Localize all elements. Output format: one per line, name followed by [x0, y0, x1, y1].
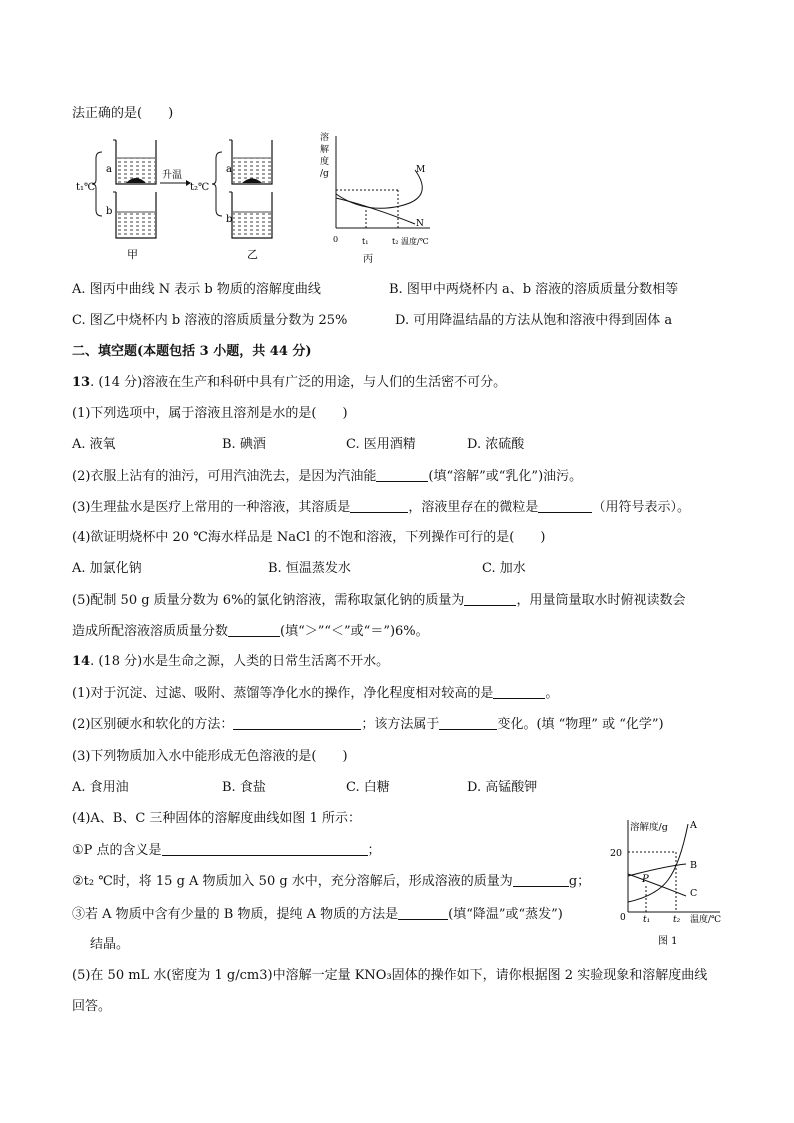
- q13-p2-blank[interactable]: [376, 468, 428, 482]
- q14-part2: [72, 716, 664, 733]
- q14-p2-text-c: 变化。(填 “物理” 或 “化学”): [497, 717, 664, 732]
- q13-stem-text: . (14 分)溶液在生产和科研中具有广泛的用途，与人们的生活密不可分。: [90, 375, 507, 390]
- q13-p3-text-a: (3)生理盐水是医疗上常用的一种溶液，其溶质是: [72, 500, 351, 515]
- q13-p5-text-b: ，用量筒量取水时俯视读数会: [516, 593, 686, 608]
- fig1-b-label: B: [690, 860, 697, 871]
- jia-caption: 甲: [127, 248, 138, 261]
- q13-part5-line2: [72, 623, 429, 640]
- yi-beaker-a: [229, 140, 272, 184]
- figure-bing: [320, 131, 430, 265]
- q12-option-d[interactable]: D. 可用降温结晶的方法从饱和溶液中得到固体 a: [395, 313, 673, 328]
- bing-curve-m: [336, 170, 422, 208]
- q12-option-c[interactable]: C. 图乙中烧杯内 b 溶液的溶质质量分数为 25%: [72, 313, 348, 328]
- fig1-ylabel: 溶解度/g: [630, 822, 668, 833]
- yi-b-label: b: [226, 214, 233, 225]
- q14-p1-blank[interactable]: [493, 685, 545, 699]
- q14-p4-2-blank[interactable]: [513, 873, 569, 887]
- fig1-a-label: A: [690, 820, 697, 831]
- fig1-curve-a: [628, 824, 688, 902]
- q12-option-b[interactable]: B. 图甲中两烧杯内 a、b 溶液的溶质质量分数相等: [389, 282, 679, 297]
- q14-p4-1-blank[interactable]: [162, 842, 368, 856]
- bing-curve-n: [336, 198, 415, 224]
- fig1-origin: 0: [620, 913, 626, 923]
- fig1-xlabel: 温度/℃: [690, 915, 722, 925]
- q14-figure-1: [606, 816, 734, 950]
- q13-number: 13: [72, 375, 91, 390]
- q14-p4-1-text-b: ；: [367, 843, 381, 858]
- q13-part5-line1: [72, 592, 685, 609]
- fig1-curve-b: [628, 864, 686, 876]
- q13-p4-option-c[interactable]: C. 加水: [482, 561, 526, 576]
- q14-p4-2-text-a: ②t₂ ℃时，将 15 g A 物质加入 50 g 水中，充分溶解后，形成溶液的质量为: [72, 874, 513, 889]
- section-title: 二、填空题(本题包括 3 小题，共 44 分): [72, 344, 312, 359]
- q14-p3-option-c[interactable]: C. 白糖: [346, 780, 390, 795]
- q13-p1-option-c[interactable]: C. 医用酒精: [346, 437, 416, 452]
- q12-figure: [70, 128, 450, 268]
- jia-t1-label: t₁℃: [76, 182, 96, 193]
- q13-p5-text-c: 造成所配溶液溶质质量分数: [72, 624, 229, 639]
- q14-number: 14: [72, 654, 91, 669]
- q14-part5-line1: (5)在 50 mL 水(密度为 1 g/cm3)中溶解一定量 KNO₃固体的操作如下，请你根据图 2 实验现象和溶解度曲线: [72, 968, 708, 983]
- q13-p4-option-a[interactable]: A. 加氯化钠: [72, 561, 142, 576]
- q14-part1: [72, 685, 558, 702]
- bing-t1-label: t₁: [362, 237, 369, 246]
- fig1-y20: 20: [610, 848, 623, 859]
- q14-p2-blank-2[interactable]: [439, 716, 497, 730]
- q13-part4: (4)欲证明烧杯中 20 ℃海水样品是 NaCl 的不饱和溶液，下列操作可行的是( ): [72, 530, 546, 545]
- yi-caption: 乙: [247, 248, 258, 261]
- q14-p2-text-b: ；该方法属于: [361, 717, 440, 732]
- bing-xlabel: 温度/℃: [401, 237, 429, 246]
- bing-ylabel-2: 解: [320, 145, 330, 155]
- q14-p2-blank-1[interactable]: [233, 716, 361, 730]
- q14-part5-line2: 回答。: [72, 999, 112, 1014]
- q13-p1-option-b[interactable]: B. 碘酒: [222, 437, 266, 452]
- q13-p5-text-d: (填“＞”“＜”或“＝”)6%。: [280, 624, 429, 639]
- yi-t2-label: t₂℃: [190, 182, 210, 193]
- q13-p4-option-b[interactable]: B. 恒温蒸发水: [268, 561, 351, 576]
- q12-stem-tail: 法正确的是( ): [72, 106, 174, 121]
- fig1-p-label: P: [642, 874, 649, 885]
- q14-p3-option-a[interactable]: A. 食用油: [72, 780, 129, 795]
- q14-part3: (3)下列物质加入水中能形成无色溶液的是( ): [72, 749, 348, 764]
- fig1-curve-c: [628, 874, 686, 896]
- q13-p2-text-a: (2)衣服上沾有的油污，可用汽油洗去，是因为汽油能: [72, 469, 377, 484]
- q14-part4-3-cont: 结晶。: [90, 937, 130, 952]
- q14-p1-text-a: (1)对于沉淀、过滤、吸附、蒸馏等净化水的操作，净化程度相对较高的是: [72, 686, 494, 701]
- q12-option-a[interactable]: A. 图丙中曲线 N 表示 b 物质的溶解度曲线: [72, 282, 321, 297]
- bing-ylabel-4: /g: [320, 169, 329, 179]
- figure-yi: [190, 140, 272, 261]
- q14-p4-3-blank[interactable]: [398, 906, 448, 920]
- fig1-t1: t₁: [643, 915, 651, 925]
- q13-p3-text-b: ，溶液里存在的微粒是: [408, 500, 539, 515]
- q14-part4: (4)A、B、C 三种固体的溶解度曲线如图 1 所示：: [72, 811, 361, 826]
- bing-m-label: M: [416, 165, 426, 175]
- jia-beaker-a: [113, 140, 156, 184]
- figure-jia: [76, 140, 156, 261]
- jia-a-label: a: [106, 164, 112, 175]
- bing-ylabel-1: 溶: [320, 133, 330, 143]
- q14-p4-3-text-a: ③若 A 物质中含有少量的 B 物质，提纯 A 物质的方法是: [72, 907, 399, 922]
- q13-p1-option-a[interactable]: A. 液氧: [72, 437, 116, 452]
- q13-p5-blank-2[interactable]: [228, 623, 280, 637]
- q14-part4-2: [72, 873, 590, 890]
- q14-p4-3-text-b: (填“降温”或“蒸发”): [448, 907, 563, 922]
- q14-part4-3: [72, 906, 563, 923]
- q13-p3-blank-1[interactable]: [350, 499, 408, 513]
- yi-beaker-b: [229, 192, 272, 238]
- q13-part2: [72, 468, 582, 485]
- arrow-label: 升温: [162, 170, 182, 181]
- q13-p5-text-a: (5)配制 50 g 质量分数为 6%的氯化钠溶液，需称取氯化钠的质量为: [72, 593, 465, 608]
- yi-a-label: a: [226, 164, 232, 175]
- q13-part1: (1)下列选项中，属于溶液且溶剂是水的是( ): [72, 406, 348, 421]
- q13-p5-blank-1[interactable]: [464, 592, 516, 606]
- q14-p4-1-text-a: ①P 点的含义是: [72, 843, 162, 858]
- bing-n-label: N: [416, 219, 424, 229]
- q14-p3-option-b[interactable]: B. 食盐: [222, 780, 266, 795]
- jia-brace: [92, 152, 102, 216]
- fig1-caption: 图 1: [658, 936, 678, 947]
- q14-stem-text: . (18 分)水是生命之源，人类的日常生活离不开水。: [90, 654, 390, 669]
- q14-stem: [72, 654, 389, 670]
- q13-part3: [72, 499, 690, 516]
- q14-p2-text-a: (2)区别硬水和软化的方法：: [72, 717, 234, 732]
- jia-beaker-b: [113, 192, 156, 238]
- fig1-t2: t₂: [673, 915, 681, 925]
- q13-p2-text-b: (填“溶解”或“乳化”)油污。: [428, 469, 583, 484]
- q14-p4-2-text-b: g；: [568, 874, 591, 889]
- bing-t2-label: t₂: [392, 237, 399, 246]
- jia-b-label: b: [106, 206, 113, 217]
- fig1-c-label: C: [690, 888, 698, 899]
- q13-p1-option-d[interactable]: D. 浓硫酸: [467, 437, 525, 452]
- bing-caption: 丙: [363, 254, 373, 265]
- q14-p3-option-d[interactable]: D. 高锰酸钾: [467, 780, 538, 795]
- q14-p1-text-b: 。: [545, 686, 559, 701]
- yi-brace: [212, 152, 222, 216]
- bing-origin: 0: [333, 235, 339, 244]
- q14-part4-1: [72, 842, 381, 859]
- q13-p3-blank-2[interactable]: [538, 499, 592, 513]
- q13-stem: [72, 375, 506, 391]
- q13-p3-text-c: （用符号表示）。: [592, 500, 690, 515]
- bing-ylabel-3: 度: [320, 157, 330, 167]
